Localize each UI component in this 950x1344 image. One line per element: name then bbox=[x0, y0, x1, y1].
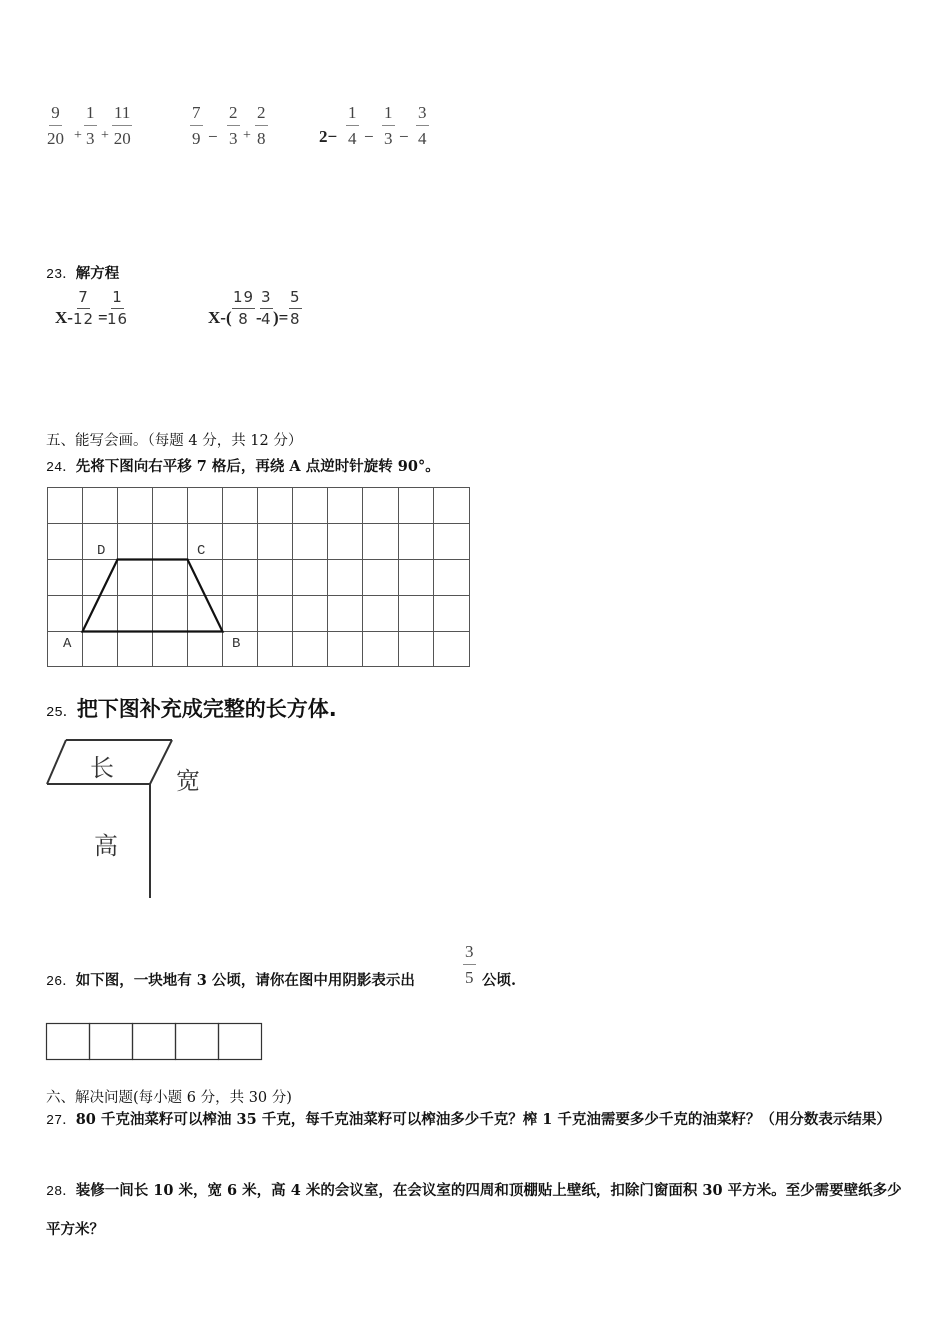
operator: + bbox=[243, 128, 251, 143]
width-label: 宽 bbox=[176, 767, 200, 795]
denominator: 8 bbox=[238, 310, 249, 328]
section-6-title: 六、解决问题(每小题 6 分，共 30 分) bbox=[46, 1090, 292, 1106]
denominator: 4 bbox=[261, 310, 272, 328]
equation-lead: X-( bbox=[208, 308, 232, 327]
question-number: 24． bbox=[46, 461, 76, 476]
question-number: 28． bbox=[46, 1185, 76, 1200]
denominator: 16 bbox=[107, 310, 129, 328]
question-number: 25． bbox=[46, 705, 77, 721]
numerator: 7 bbox=[190, 104, 203, 126]
minus-sign: - bbox=[256, 308, 262, 327]
question-number: 26． bbox=[46, 975, 76, 990]
numerator: 19 bbox=[232, 290, 255, 309]
denominator: 3 bbox=[384, 129, 393, 148]
operator: + bbox=[101, 128, 109, 143]
denominator: 4 bbox=[348, 129, 357, 148]
operator: − bbox=[364, 127, 374, 146]
leading-term: 2− bbox=[319, 127, 338, 146]
numerator: 9 bbox=[49, 104, 62, 126]
numerator: 1 bbox=[346, 104, 359, 126]
operator: − bbox=[399, 127, 409, 146]
label-c: C bbox=[197, 543, 206, 559]
question-text: 先将下图向右平移 7 格后，再绕 A 点逆时针旋转 90°。 bbox=[75, 458, 440, 475]
equation-lead: X- bbox=[55, 308, 73, 327]
label-a: A bbox=[63, 636, 72, 652]
denominator: 9 bbox=[192, 129, 201, 148]
label-d: D bbox=[97, 543, 106, 559]
question-number: 27． bbox=[46, 1114, 76, 1129]
question-number: 23． bbox=[46, 268, 76, 283]
question-27 bbox=[46, 1101, 910, 1140]
operator: + bbox=[74, 128, 82, 143]
question-28 bbox=[46, 1172, 910, 1248]
denominator: 8 bbox=[257, 129, 266, 148]
numerator: 5 bbox=[289, 290, 302, 309]
question-26-unit: 公顷. bbox=[482, 972, 517, 989]
denominator: 3 bbox=[86, 129, 95, 148]
length-label: 长 bbox=[90, 754, 114, 782]
numerator: 7 bbox=[77, 290, 90, 309]
label-b: B bbox=[232, 636, 241, 652]
denominator: 12 bbox=[73, 310, 95, 328]
operator: − bbox=[208, 127, 218, 146]
numerator: 11 bbox=[112, 104, 132, 126]
denominator: 20 bbox=[113, 129, 131, 148]
question-text: 装修一间长 10 米，宽 6 米，高 4 米的会议室，在会议室的四周和顶棚贴上壁纸，扣除门窗面积 30 平方米。至少需要壁纸多少平方米？ bbox=[46, 1182, 902, 1238]
denominator: 3 bbox=[229, 129, 238, 148]
numerator: 1 bbox=[111, 290, 124, 309]
land-box[interactable] bbox=[90, 1024, 133, 1060]
height-label: 高 bbox=[94, 832, 118, 860]
numerator: 3 bbox=[260, 290, 273, 309]
numerator: 3 bbox=[463, 943, 476, 965]
section-5-title: 五、能写会画。（每题 4 分，共 12 分） bbox=[46, 433, 303, 449]
question-text: 把下图补充成完整的长方体. bbox=[76, 697, 337, 721]
question-text: 解方程 bbox=[75, 265, 120, 282]
land-box[interactable] bbox=[133, 1024, 176, 1060]
denominator: 5 bbox=[465, 968, 474, 987]
close-paren-equals: )= bbox=[273, 308, 289, 327]
land-box[interactable] bbox=[219, 1024, 262, 1060]
land-box[interactable] bbox=[176, 1024, 219, 1060]
numerator: 2 bbox=[255, 104, 268, 126]
denominator: 20 bbox=[47, 129, 64, 148]
question-text: 如下图，一块地有 3 公顷，请你在图中用阴影表示出 bbox=[75, 972, 415, 989]
land-box[interactable] bbox=[47, 1024, 90, 1060]
equals-sign: = bbox=[98, 308, 108, 327]
numerator: 1 bbox=[84, 104, 97, 126]
question-text: 80 千克油菜籽可以榨油 35 千克，每千克油菜籽可以榨油多少千克？榨 1 千克油需要多少千克的油菜籽？（用分数表示结果） bbox=[75, 1111, 891, 1128]
denominator: 4 bbox=[418, 129, 427, 148]
numerator: 2 bbox=[227, 104, 240, 126]
numerator: 3 bbox=[416, 104, 429, 126]
denominator: 8 bbox=[290, 310, 301, 328]
numerator: 1 bbox=[382, 104, 395, 126]
